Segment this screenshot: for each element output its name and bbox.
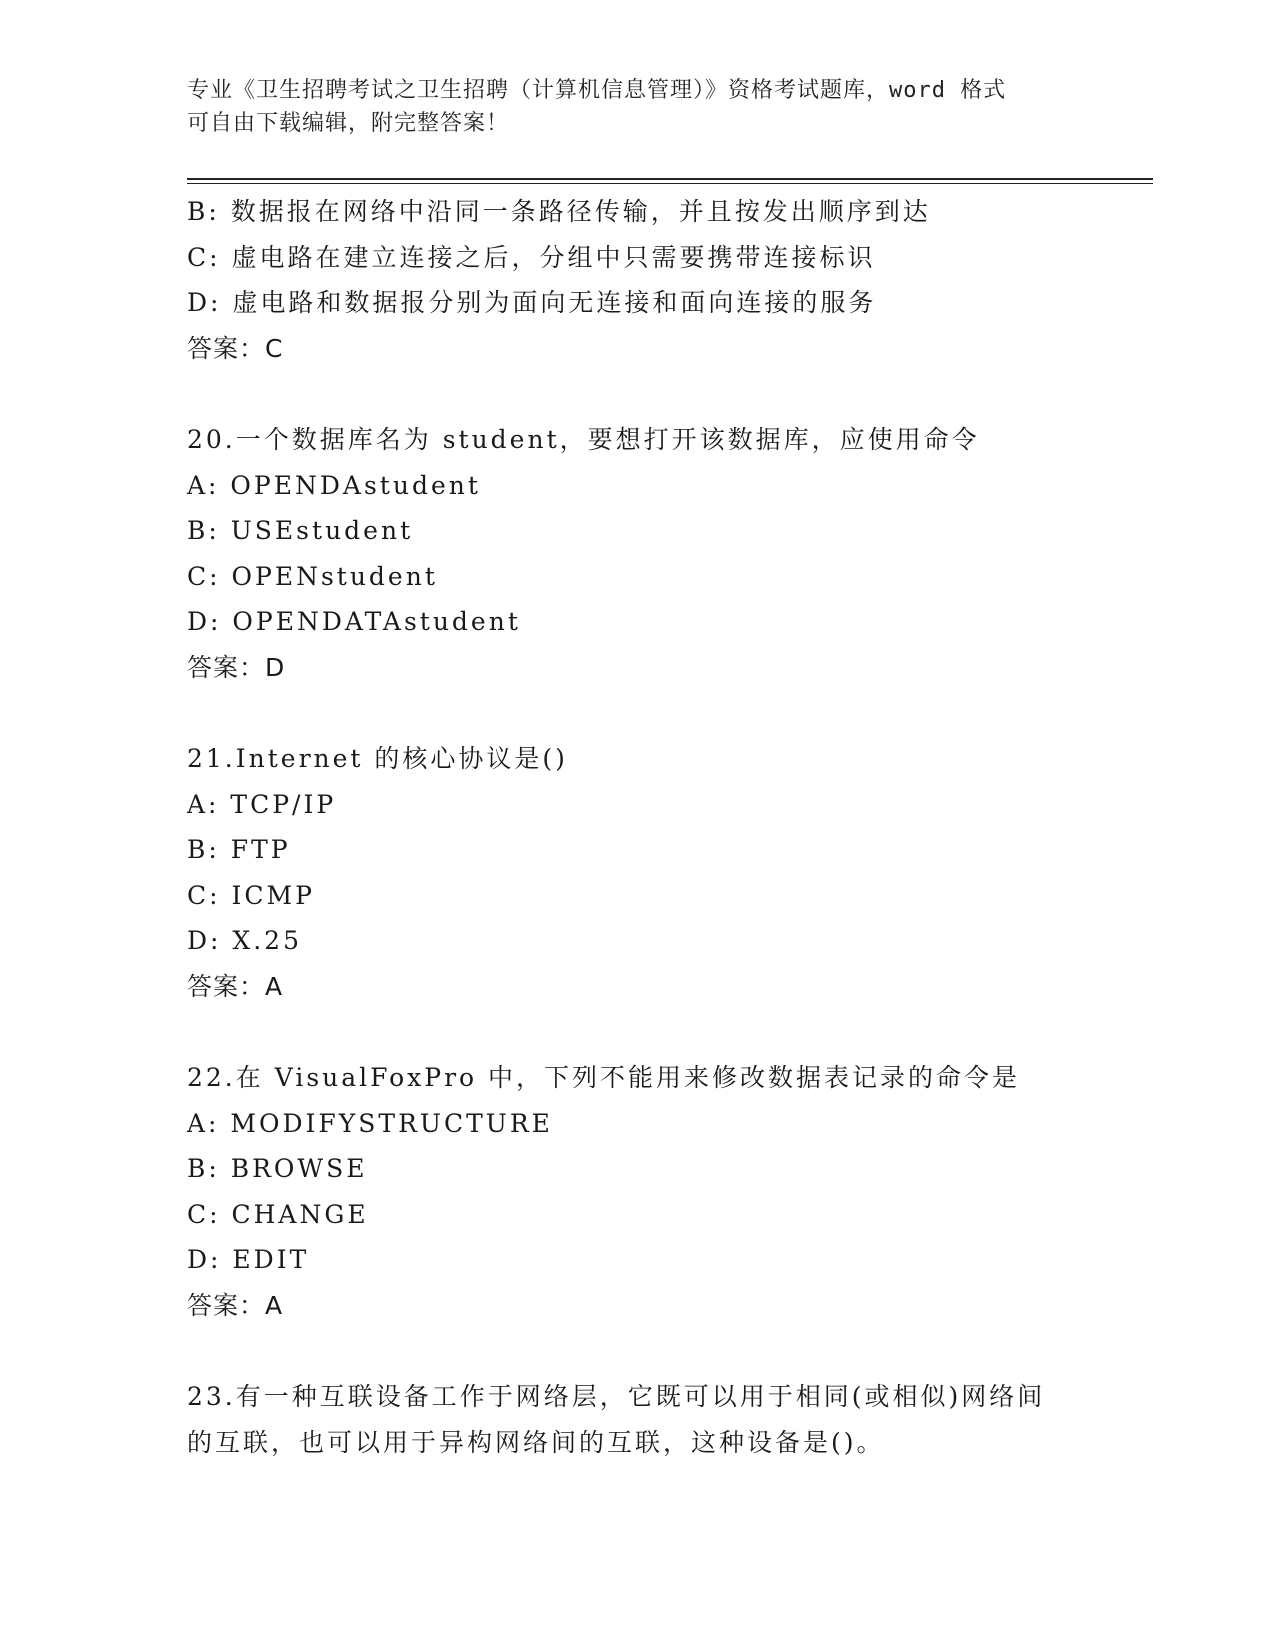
option-a: A: OPENDAstudent <box>187 470 481 500</box>
option-d: D: 虚电路和数据报分别为面向无连接和面向连接的服务 <box>187 288 877 317</box>
option-d: D: X.25 <box>187 926 302 955</box>
option-a: A: MODIFYSTRUCTURE <box>187 1108 553 1138</box>
header-line-2: 可自由下载编辑，附完整答案！ <box>187 111 510 136</box>
option-b: B: 数据报在网络中沿同一条路径传输，并且按发出顺序到达 <box>187 197 931 226</box>
header-divider-thick <box>187 178 1153 180</box>
option-b: B: USEstudent <box>187 516 414 545</box>
question-text: 20.一个数据库名为 student，要想打开该数据库，应使用命令 <box>187 425 980 454</box>
header-divider-thin <box>187 183 1153 184</box>
question-19-continued <box>187 189 1137 371</box>
question-text-line-2: 的互联，也可以用于异构网络间的互联，这种设备是()。 <box>187 1427 885 1457</box>
question-22 <box>187 1055 1137 1328</box>
answer: 答案：D <box>187 652 286 682</box>
question-text: 21.Internet 的核心协议是() <box>187 744 568 773</box>
option-c: C: ICMP <box>187 880 315 910</box>
option-c: C: OPENstudent <box>187 561 438 591</box>
document-header <box>187 74 1087 140</box>
question-20 <box>187 417 1137 690</box>
question-23 <box>187 1374 1137 1465</box>
answer: 答案：A <box>187 971 284 1001</box>
option-c: C: 虚电路在建立连接之后，分组中只需要携带连接标识 <box>187 242 876 272</box>
header-line-1: 专业《卫生招聘考试之卫生招聘（计算机信息管理）》资格考试题库，word 格式 <box>187 78 1007 103</box>
question-list <box>187 189 1137 1465</box>
option-a: A: TCP/IP <box>187 789 337 819</box>
question-text-line-1: 23.有一种互联设备工作于网络层，它既可以用于相同(或相似)网络间 <box>187 1382 1046 1411</box>
option-d: D: EDIT <box>187 1245 310 1274</box>
question-21 <box>187 736 1137 1009</box>
option-d: D: OPENDATAstudent <box>187 607 521 636</box>
option-b: B: BROWSE <box>187 1154 368 1183</box>
option-b: B: FTP <box>187 835 291 864</box>
answer: 答案：C <box>187 333 284 363</box>
answer: 答案：A <box>187 1290 284 1320</box>
option-c: C: CHANGE <box>187 1199 369 1229</box>
question-text: 22.在 VisualFoxPro 中，下列不能用来修改数据表记录的命令是 <box>187 1063 1021 1092</box>
